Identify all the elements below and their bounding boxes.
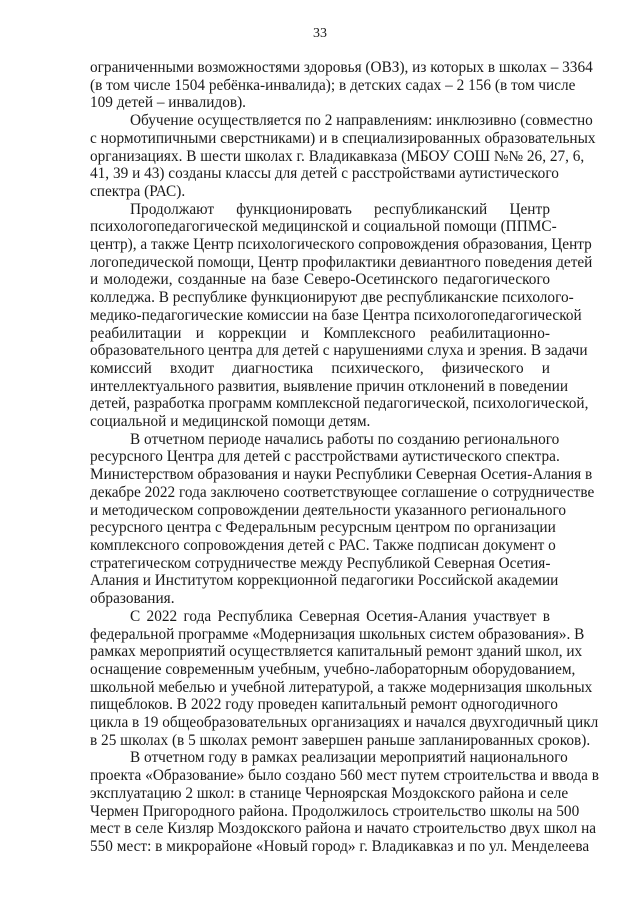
text-line: спектра (РАС).: [90, 182, 186, 200]
text-line: и методическом сопровождении деятельности указанного регионального: [90, 501, 567, 519]
text-line: ресурсного центра с Федеральным ресурсным центром по организации: [90, 519, 556, 537]
text-line: центр), а также Центр психологического сопровождения образования, Центр: [90, 236, 592, 254]
text-line: школьной мебелью и учебной литературой, а также модернизация школьных: [90, 678, 593, 696]
text-line: 109 детей – инвалидов).: [90, 94, 247, 112]
text-line: Обучение осуществляется по 2 направлениям: инклюзивно (совместно: [130, 112, 593, 130]
text-line: реабилитации и коррекции и Комплексного реабилитационно-: [90, 324, 550, 342]
paragraph: [90, 200, 593, 431]
text-line: и молодежи, созданные на базе Северо-Осетинского педагогического: [90, 271, 550, 289]
text-line: В отчетном году в рамках реализации мероприятий национального: [130, 749, 568, 767]
text-line: 550 мест: в микрорайоне «Новый город» г. Владикавказ и по ул. Менделеева: [90, 837, 590, 855]
text-line: 41, 39 и 43) созданы классы для детей с расстройствами аутистического: [90, 165, 559, 183]
text-line: В отчетном периоде начались работы по созданию регионального: [130, 430, 560, 448]
text-line: мест в селе Кизляр Моздокского района и начато строительство двух школ на: [90, 820, 597, 838]
text-line: пищеблоков. В 2022 году проведен капитальный ремонт одногодичного: [90, 696, 558, 714]
text-line: Алания и Институтом коррекционной педагогики Российской академии: [90, 572, 559, 590]
text-line: оснащение современным учебным, учебно-лабораторным оборудованием,: [90, 660, 576, 678]
text-line: Чермен Пригородного района. Продолжилось строительство школы на 500: [90, 802, 580, 820]
text-line: в 25 школах (в 5 школах ремонт завершен раньше запланированных сроков).: [90, 731, 591, 749]
text-line: Продолжают функционировать республиканский Центр: [130, 200, 550, 218]
text-line: детей, разработка программ комплексной педагогической, психологической,: [90, 395, 589, 413]
text-line: комплексного сопровождения детей с РАС. Также подписан документ о: [90, 536, 556, 554]
text-line: организациях. В шести школах г. Владикавказа (МБОУ СОШ №№ 26, 27, 6,: [90, 147, 585, 165]
text-line: образования.: [90, 590, 175, 608]
text-line: медико-педагогические комиссии на базе Центра психологопедагогической: [90, 306, 582, 324]
text-line: рамках мероприятий осуществляется капитальный ремонт зданий школ, их: [90, 643, 583, 661]
text-line: декабре 2022 года заключено соответствующее соглашение о сотрудничестве: [90, 483, 595, 501]
page-number: 33: [313, 26, 327, 41]
text-line: интеллектуального развития, выявление причин отклонений в поведении: [90, 377, 569, 395]
text-line: с нормотипичными сверстниками) и в специализированных образовательных: [90, 129, 596, 147]
text-line: Министерством образования и науки Республики Северная Осетия-Алания в: [90, 466, 593, 484]
text-line: ограниченными возможностями здоровья (ОВЗ), из которых в школах – 3364: [90, 59, 593, 76]
text-line: эксплуатацию 2 школ: в станице Черноярская Моздокского района и селе: [90, 784, 569, 802]
text-line: проекта «Образование» было создано 560 мест путем строительства и ввода в: [90, 767, 599, 785]
text-line: комиссий входит диагностика психического, физического и: [90, 359, 550, 377]
paragraph: [90, 430, 595, 608]
text-line: (в том числе 1504 ребёнка-инвалида); в детских садах – 2 156 (в том числе: [90, 76, 576, 94]
text-line: ресурсного Центра для детей с расстройствами аутистического спектра.: [90, 448, 560, 466]
paragraph: [90, 112, 596, 201]
text-line: социальной и медицинской помощи детям.: [90, 413, 371, 431]
paragraph: [90, 607, 599, 750]
text-line: психологопедагогической медицинской и социальной помощи (ППМС-: [90, 218, 557, 236]
text-line: цикла в 19 общеобразовательных организациях и начался двухгодичный цикл: [90, 714, 599, 732]
text-line: федеральной программе «Модернизация школьных систем образования». В: [90, 625, 585, 643]
text-line: стратегическом сотрудничестве между Республикой Северная Осетия-: [90, 554, 551, 572]
text-line: колледжа. В республике функционируют две республиканские психолого-: [90, 289, 574, 307]
paragraph: [90, 59, 593, 112]
document-body: [90, 59, 599, 856]
text-line: логопедической помощи, Центр профилактики девиантного поведения детей: [90, 253, 593, 271]
text-line: С 2022 года Республика Северная Осетия-Алания участвует в: [130, 607, 550, 625]
text-line: образовательного центра для детей с нарушениями слуха и зрения. В задачи: [90, 342, 588, 360]
paragraph: [90, 749, 599, 855]
